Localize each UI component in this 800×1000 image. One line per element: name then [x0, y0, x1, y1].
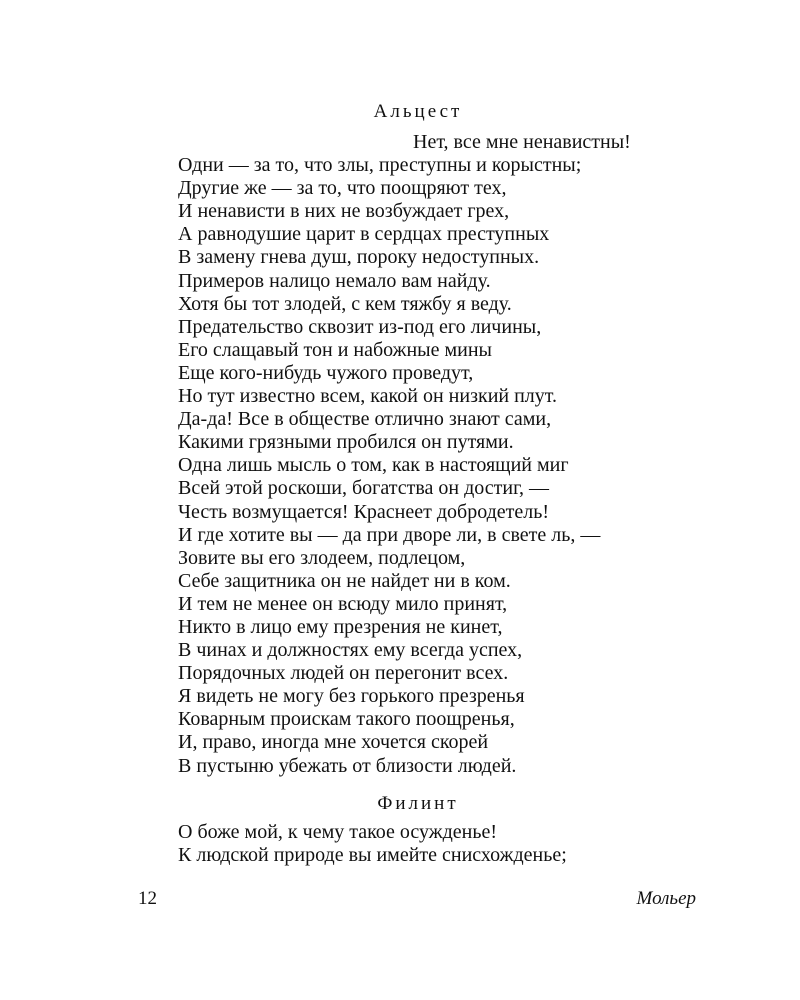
verse-line: И ненависти в них не возбуждает грех,: [178, 200, 510, 223]
verse-line: Никто в лицо ему презрения не кинет,: [178, 615, 503, 638]
verse-line: Коварным проискам такого поощренья,: [178, 708, 515, 731]
verse-line: А равнодушие царит в сердцах преступных: [178, 223, 550, 246]
verse-line: О боже мой, к чему такое осужденье!: [178, 821, 497, 843]
verse-block-alceste: [178, 131, 738, 778]
speaker-name-philinte: Филинт: [377, 793, 459, 814]
verse-line: Да-да! Все в обществе отлично знают сами,: [178, 408, 552, 431]
verse-line: И тем не менее он всюду мило принят,: [178, 592, 508, 615]
verse-line: Другие же — за то, что поощряют тех,: [178, 177, 507, 200]
verse-block-philinte: [178, 821, 738, 867]
verse-line: И, право, иногда мне хочется скорей: [178, 731, 489, 754]
verse-line: В замену гнева душ, пороку недоступных.: [178, 246, 540, 269]
verse-line: В чинах и должностях ему всегда успех,: [178, 639, 523, 662]
verse-line: Еще кого-нибудь чужого проведут,: [178, 361, 474, 384]
verse-line: Какими грязными пробился он путями.: [178, 431, 514, 454]
verse-line: И где хотите вы — да при дворе ли, в свете ль, —: [178, 523, 601, 546]
verse-line: Честь возмущается! Краснеет добродетель!: [178, 500, 550, 523]
verse-line: Одна лишь мысль о том, как в настоящий миг: [178, 454, 569, 477]
verse-line: Я видеть не могу без горького презренья: [178, 685, 525, 708]
verse-line: Зовите вы его злодеем, подлецом,: [178, 546, 466, 569]
verse-line: Себе защитника он не найдет ни в ком.: [178, 569, 511, 592]
verse-line: К людской природе вы имейте снисхожденье;: [178, 844, 567, 867]
running-footer-author: Мольер: [636, 888, 696, 909]
verse-line: Но тут известно всем, какой он низкий плут.: [178, 385, 558, 408]
verse-line: Всей этой роскоши, богатства он достиг, —: [178, 477, 550, 500]
verse-line: Порядочных людей он перегонит всех.: [178, 662, 509, 685]
verse-line: Примеров налицо немало вам найду.: [178, 269, 491, 292]
verse-line: Предательство сквозит из-под его личины,: [178, 315, 542, 338]
page-number: 12: [138, 888, 157, 909]
verse-line: Его слащавый тон и набожные мины: [178, 338, 492, 361]
verse-line: Нет, все мне ненавистны!: [413, 131, 631, 153]
speaker-name-alceste: Альцест: [373, 101, 463, 122]
verse-line: Одни — за то, что злы, преступны и корыстны;: [178, 154, 582, 177]
verse-line: Хотя бы тот злодей, с кем тяжбу я веду.: [178, 292, 512, 315]
verse-line: В пустыню убежать от близости людей.: [178, 754, 517, 777]
